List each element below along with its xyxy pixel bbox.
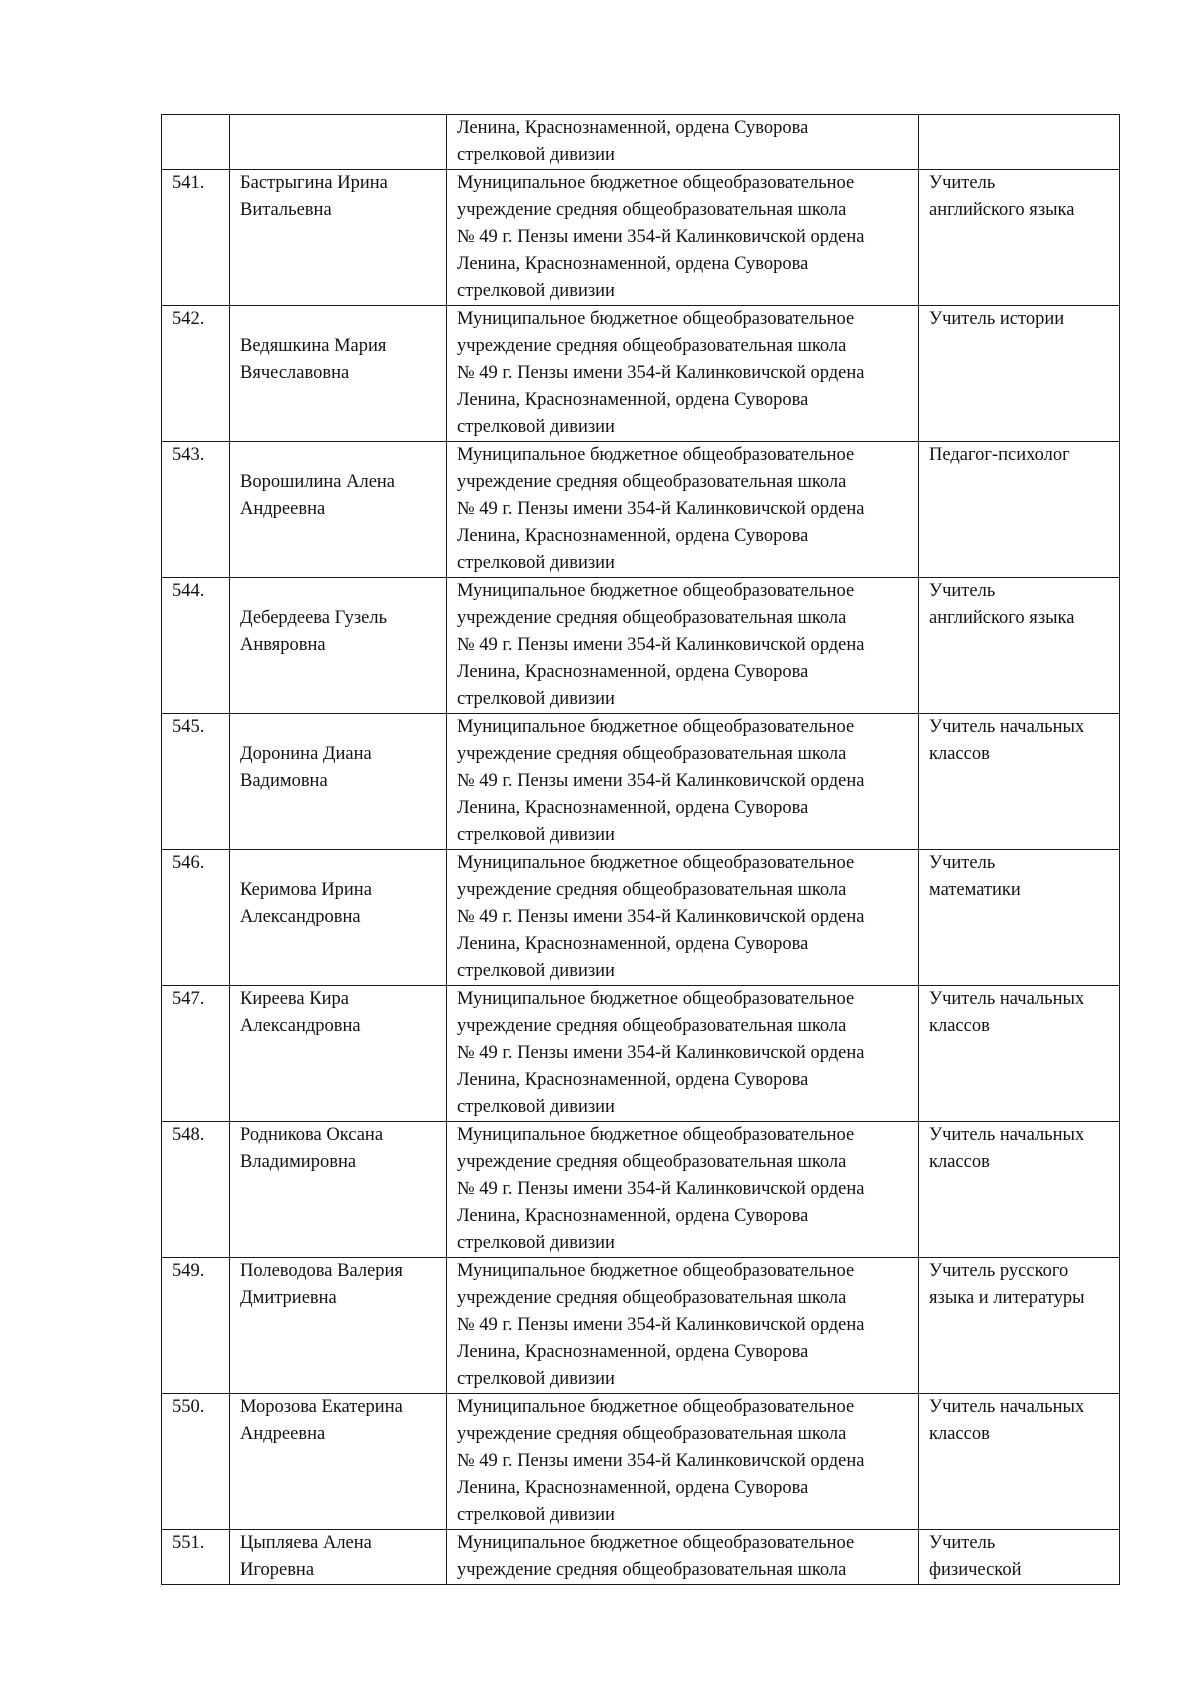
- employee-name-cell: [230, 115, 447, 170]
- position-cell: Педагог-психолог: [919, 442, 1120, 578]
- employee-name-cell: Доронина Диана Вадимовна: [230, 714, 447, 850]
- employee-name-cell: Ведяшкина Мария Вячеславовна: [230, 306, 447, 442]
- organization-cell: Муниципальное бюджетное общеобразовательное учреждение средняя общеобразовательная школа № 49 г. Пензы имени 354-й Калинковичской ордена Ленина, Краснознаменной, ордена Суворова стрелковой дивизии: [447, 306, 919, 442]
- row-number-cell: 547.: [162, 986, 230, 1122]
- table-row: [162, 1258, 1120, 1394]
- row-number-cell: 544.: [162, 578, 230, 714]
- table-row: [162, 306, 1120, 442]
- position-cell: Учитель математики: [919, 850, 1120, 986]
- organization-cell: Ленина, Краснознаменной, ордена Суворова стрелковой дивизии: [447, 115, 919, 170]
- row-number-cell: 543.: [162, 442, 230, 578]
- table-row: [162, 578, 1120, 714]
- staff-table-body: [162, 115, 1120, 1585]
- table-row: [162, 714, 1120, 850]
- organization-cell: Муниципальное бюджетное общеобразовательное учреждение средняя общеобразовательная школа № 49 г. Пензы имени 354-й Калинковичской ордена Ленина, Краснознаменной, ордена Суворова стрелковой дивизии: [447, 850, 919, 986]
- position-cell: Учитель английского языка: [919, 578, 1120, 714]
- position-cell: Учитель русского языка и литературы: [919, 1258, 1120, 1394]
- table-row: [162, 1122, 1120, 1258]
- table-row: [162, 850, 1120, 986]
- row-number-cell: 546.: [162, 850, 230, 986]
- row-number-cell: 542.: [162, 306, 230, 442]
- organization-cell: Муниципальное бюджетное общеобразовательное учреждение средняя общеобразовательная школа № 49 г. Пензы имени 354-й Калинковичской ордена Ленина, Краснознаменной, ордена Суворова стрелковой дивизии: [447, 1394, 919, 1530]
- position-cell: Учитель начальных классов: [919, 714, 1120, 850]
- row-number-cell: [162, 115, 230, 170]
- position-cell: Учитель физической: [919, 1530, 1120, 1585]
- staff-table: [161, 114, 1120, 1585]
- position-cell: Учитель английского языка: [919, 170, 1120, 306]
- employee-name-cell: Морозова Екатерина Андреевна: [230, 1394, 447, 1530]
- row-number-cell: 548.: [162, 1122, 230, 1258]
- table-row: [162, 1394, 1120, 1530]
- position-cell: Учитель начальных классов: [919, 1394, 1120, 1530]
- row-number-cell: 550.: [162, 1394, 230, 1530]
- organization-cell: Муниципальное бюджетное общеобразовательное учреждение средняя общеобразовательная школа № 49 г. Пензы имени 354-й Калинковичской ордена Ленина, Краснознаменной, ордена Суворова стрелковой дивизии: [447, 714, 919, 850]
- employee-name-cell: Бастрыгина Ирина Витальевна: [230, 170, 447, 306]
- employee-name-cell: Керимова Ирина Александровна: [230, 850, 447, 986]
- organization-cell: Муниципальное бюджетное общеобразовательное учреждение средняя общеобразовательная школа № 49 г. Пензы имени 354-й Калинковичской ордена Ленина, Краснознаменной, ордена Суворова стрелковой дивизии: [447, 442, 919, 578]
- position-cell: [919, 115, 1120, 170]
- organization-cell: Муниципальное бюджетное общеобразовательное учреждение средняя общеобразовательная школа: [447, 1530, 919, 1585]
- organization-cell: Муниципальное бюджетное общеобразовательное учреждение средняя общеобразовательная школа № 49 г. Пензы имени 354-й Калинковичской ордена Ленина, Краснознаменной, ордена Суворова стрелковой дивизии: [447, 986, 919, 1122]
- position-cell: Учитель истории: [919, 306, 1120, 442]
- organization-cell: Муниципальное бюджетное общеобразовательное учреждение средняя общеобразовательная школа № 49 г. Пензы имени 354-й Калинковичской ордена Ленина, Краснознаменной, ордена Суворова стрелковой дивизии: [447, 170, 919, 306]
- table-row: [162, 1530, 1120, 1585]
- table-row: [162, 986, 1120, 1122]
- position-cell: Учитель начальных классов: [919, 986, 1120, 1122]
- employee-name-cell: Полеводова Валерия Дмитриевна: [230, 1258, 447, 1394]
- row-number-cell: 541.: [162, 170, 230, 306]
- row-number-cell: 551.: [162, 1530, 230, 1585]
- row-number-cell: 549.: [162, 1258, 230, 1394]
- table-row: [162, 170, 1120, 306]
- row-number-cell: 545.: [162, 714, 230, 850]
- employee-name-cell: Ворошилина Алена Андреевна: [230, 442, 447, 578]
- employee-name-cell: Родникова Оксана Владимировна: [230, 1122, 447, 1258]
- employee-name-cell: Цыпляева Алена Игоревна: [230, 1530, 447, 1585]
- table-row: [162, 442, 1120, 578]
- organization-cell: Муниципальное бюджетное общеобразовательное учреждение средняя общеобразовательная школа № 49 г. Пензы имени 354-й Калинковичской ордена Ленина, Краснознаменной, ордена Суворова стрелковой дивизии: [447, 1258, 919, 1394]
- employee-name-cell: Дебердеева Гузель Анвяровна: [230, 578, 447, 714]
- table-row-continued: [162, 115, 1120, 170]
- position-cell: Учитель начальных классов: [919, 1122, 1120, 1258]
- organization-cell: Муниципальное бюджетное общеобразовательное учреждение средняя общеобразовательная школа № 49 г. Пензы имени 354-й Калинковичской ордена Ленина, Краснознаменной, ордена Суворова стрелковой дивизии: [447, 578, 919, 714]
- organization-cell: Муниципальное бюджетное общеобразовательное учреждение средняя общеобразовательная школа № 49 г. Пензы имени 354-й Калинковичской ордена Ленина, Краснознаменной, ордена Суворова стрелковой дивизии: [447, 1122, 919, 1258]
- employee-name-cell: Киреева Кира Александровна: [230, 986, 447, 1122]
